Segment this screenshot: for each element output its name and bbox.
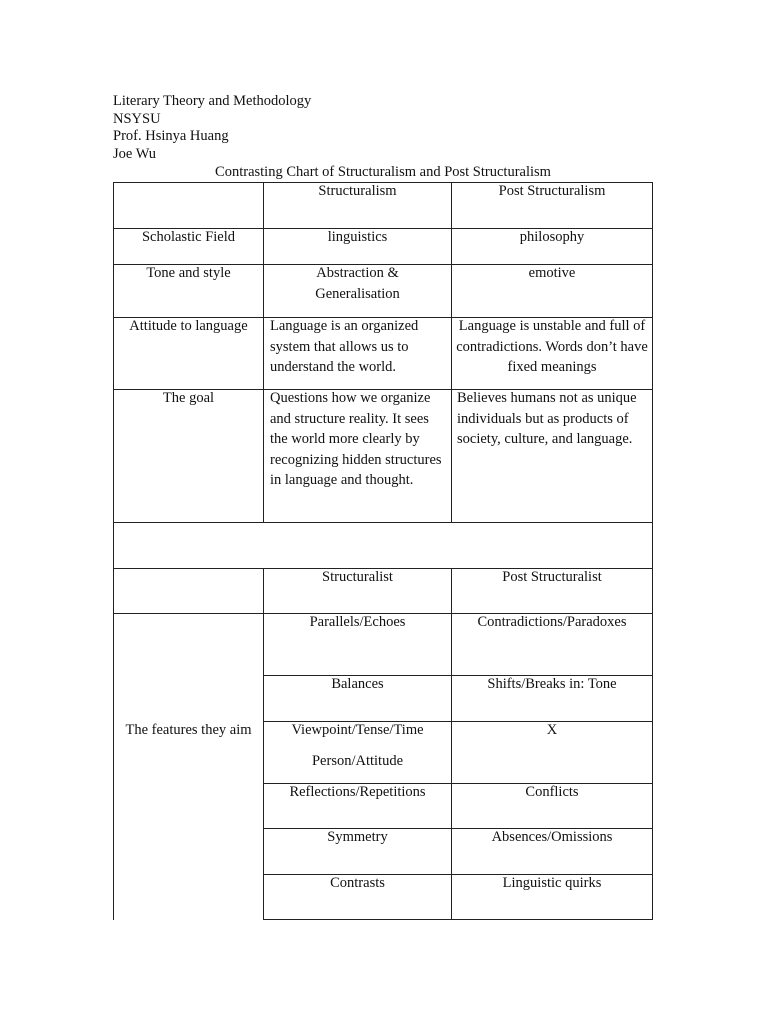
- table-cell: Viewpoint/Tense/Time: [291, 722, 424, 738]
- row-label-features: The features they aim: [125, 722, 252, 738]
- table-cell: Contradictions/Paradoxes: [477, 614, 627, 630]
- table-cell: Absences/Omissions: [491, 829, 613, 845]
- table-cell: Language is an organized system that allows us to understand the world.: [270, 318, 419, 375]
- column-header-structuralist: Structuralist: [322, 569, 393, 585]
- table-cell: philosophy: [519, 229, 585, 245]
- grid-line: [113, 182, 114, 920]
- table-cell: Conflicts: [525, 784, 579, 800]
- professor-name: Prof. Hsinya Huang: [113, 128, 229, 144]
- table-cell: X: [546, 722, 558, 738]
- chart-title: Contrasting Chart of Structuralism and Post Structuralism: [215, 164, 551, 180]
- table-cell: Shifts/Breaks in: Tone: [487, 676, 617, 692]
- table-cell: Balances: [331, 676, 384, 692]
- table-cell: Linguistic quirks: [502, 875, 602, 891]
- table-cell: Language is unstable and full of contradictions. Words don’t have fixed meanings: [456, 318, 648, 375]
- row-label-tone-style: Tone and style: [146, 265, 231, 281]
- table-cell: Symmetry: [327, 829, 388, 845]
- row-label-scholastic-field: Scholastic Field: [141, 229, 236, 245]
- grid-line: [263, 919, 653, 920]
- table-cell: emotive: [528, 265, 576, 281]
- table-cell: Questions how we organize and structure reality. It sees the world more clearly by recognizing hidden structures in language and thought.: [270, 390, 442, 488]
- table-cell: Contrasts: [330, 875, 385, 891]
- row-label-goal: The goal: [162, 390, 215, 406]
- column-header-structuralism: Structuralism: [318, 183, 397, 199]
- table-cell: Parallels/Echoes: [309, 614, 406, 630]
- grid-line: [113, 522, 653, 523]
- table-cell: Abstraction & Generalisation: [315, 265, 400, 302]
- table-cell: linguistics: [327, 229, 388, 245]
- course-name: Literary Theory and Methodology: [113, 93, 312, 109]
- table-cell: Believes humans not as unique individuals but as products of society, culture, and language.: [457, 390, 637, 447]
- author-name: Joe Wu: [113, 145, 157, 162]
- grid-line: [652, 182, 653, 920]
- row-label-attitude-language: Attitude to language: [129, 318, 248, 334]
- column-header-post-structuralist: Post Structuralist: [502, 569, 602, 585]
- table-cell: Reflections/Repetitions: [289, 784, 426, 800]
- document-header: [113, 93, 311, 163]
- column-header-post-structuralism: Post Structuralism: [498, 183, 606, 199]
- school-name: NSYSU: [113, 110, 161, 127]
- table-cell: Person/Attitude: [311, 753, 404, 769]
